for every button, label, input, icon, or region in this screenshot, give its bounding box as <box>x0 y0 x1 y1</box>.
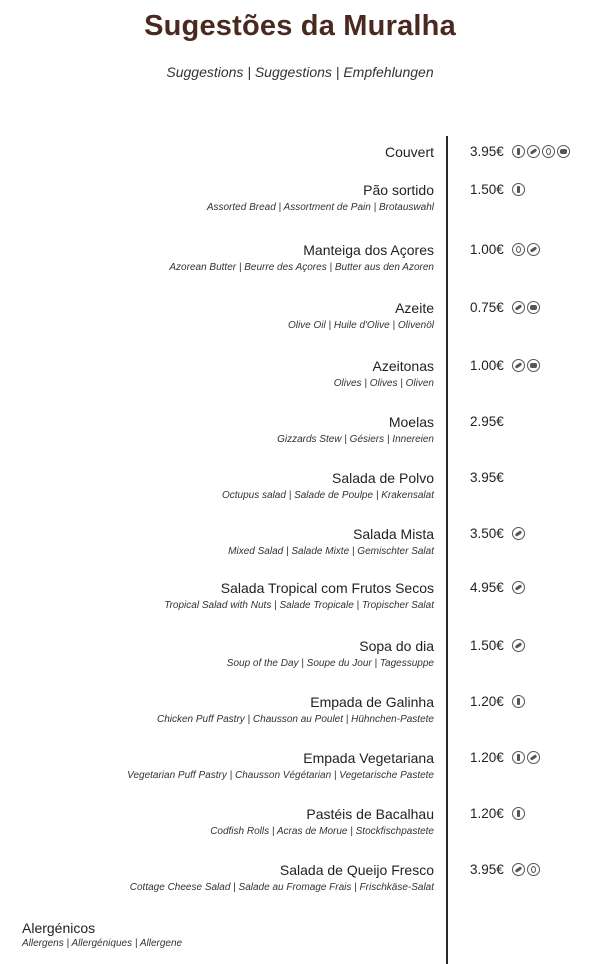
allergen-icons <box>512 359 542 377</box>
nuts-icon <box>557 145 570 158</box>
item-description: Gizzards Stew | Gésiers | Innereien <box>277 434 434 445</box>
page-subtitle: Suggestions | Suggestions | Empfehlungen <box>166 64 434 80</box>
item-price: 4.95€ <box>470 580 504 595</box>
item-description: Mixed Salad | Salade Mixte | Gemischter Salat <box>228 546 434 557</box>
item-price: 1.00€ <box>470 242 504 257</box>
allergen-icons <box>512 243 542 261</box>
item-price: 3.95€ <box>470 470 504 485</box>
item-price: 3.95€ <box>470 862 504 877</box>
item-price: 0.75€ <box>470 300 504 315</box>
egg-icon <box>512 243 525 256</box>
item-description: Olive Oil | Huile d'Olive | Olivenöl <box>287 320 434 331</box>
item-price: 1.50€ <box>470 638 504 653</box>
milk-icon <box>512 695 525 708</box>
item-name: Azeite <box>395 300 434 316</box>
item-description: Cottage Cheese Salad | Salade au Fromage Frais | Frischkäse-Salat <box>129 882 434 893</box>
item-name: Empada Vegetariana <box>303 750 434 766</box>
item-description: Assorted Bread | Assortment de Pain | Brotauswahl <box>206 202 434 213</box>
egg-icon <box>527 863 540 876</box>
item-name: Salada Mista <box>353 526 434 542</box>
item-price: 1.00€ <box>470 358 504 373</box>
menu-item <box>0 470 600 510</box>
item-description: Codfish Rolls | Acras de Morue | Stockfischpastete <box>210 826 434 837</box>
item-description: Tropical Salad with Nuts | Salade Tropicale | Tropischer Salat <box>164 600 434 611</box>
allergen-icons <box>512 145 572 163</box>
item-price: 1.20€ <box>470 750 504 765</box>
menu-item <box>0 862 600 902</box>
milk-icon <box>512 183 525 196</box>
allergen-icons <box>512 807 527 825</box>
item-name: Moelas <box>388 414 434 430</box>
egg-icon <box>542 145 555 158</box>
item-name: Salada Tropical com Frutos Secos <box>220 580 434 596</box>
menu-item <box>0 144 600 184</box>
allergen-icons <box>512 581 527 599</box>
item-name: Azeitonas <box>372 358 434 374</box>
item-name: Empada de Galinha <box>310 694 434 710</box>
item-description: Olives | Olives | Oliven <box>333 378 434 389</box>
allergen-icons <box>512 863 542 881</box>
item-name: Couvert <box>384 144 434 160</box>
allergens-subtitle: Allergens | Allergéniques | Allergene <box>22 938 183 949</box>
gluten-icon <box>527 243 540 256</box>
item-description: Octupus salad | Salade de Poulpe | Krakensalat <box>222 490 434 501</box>
menu-item <box>0 358 600 398</box>
allergens-legend <box>22 920 182 949</box>
item-price: 3.50€ <box>470 526 504 541</box>
allergen-icons <box>512 751 542 769</box>
menu-item <box>0 526 600 566</box>
menu-item <box>0 638 600 678</box>
gluten-icon <box>512 863 525 876</box>
allergen-icons <box>512 301 542 319</box>
item-price: 2.95€ <box>470 414 504 429</box>
allergens-heading: Alergénicos <box>22 920 96 936</box>
menu-item <box>0 182 600 222</box>
item-name: Manteiga dos Açores <box>303 242 434 258</box>
item-price: 3.95€ <box>470 144 504 159</box>
item-name: Pão sortido <box>363 182 434 198</box>
item-name: Pastéis de Bacalhau <box>306 806 434 822</box>
menu-item <box>0 300 600 340</box>
nuts-icon <box>527 359 540 372</box>
gluten-icon <box>512 639 525 652</box>
item-name: Sopa do dia <box>359 638 434 654</box>
milk-icon <box>512 145 525 158</box>
allergen-icons <box>512 639 527 657</box>
item-price: 1.20€ <box>470 806 504 821</box>
allergen-icons <box>512 695 527 713</box>
gluten-icon <box>512 301 525 314</box>
item-price: 1.20€ <box>470 694 504 709</box>
allergen-icons <box>512 183 527 201</box>
item-description: Chicken Puff Pastry | Chausson au Poulet | Hühnchen-Pastete <box>156 714 434 725</box>
item-description: Azorean Butter | Beurre des Açores | Butter aus den Azoren <box>169 262 434 273</box>
menu-item <box>0 806 600 846</box>
milk-icon <box>512 751 525 764</box>
gluten-icon <box>512 581 525 594</box>
page-title: Sugestões da Muralha <box>144 10 456 42</box>
gluten-icon <box>527 145 540 158</box>
item-name: Salada de Polvo <box>332 470 434 486</box>
menu-item <box>0 414 600 454</box>
menu-item <box>0 580 600 620</box>
item-name: Salada de Queijo Fresco <box>279 862 434 878</box>
gluten-icon <box>512 359 525 372</box>
menu-item <box>0 694 600 734</box>
nuts-icon <box>527 301 540 314</box>
milk-icon <box>512 807 525 820</box>
item-description: Vegetarian Puff Pastry | Chausson Végétarian | Vegetarische Pastete <box>127 770 434 781</box>
allergen-icons <box>512 527 527 545</box>
gluten-icon <box>527 751 540 764</box>
item-price: 1.50€ <box>470 182 504 197</box>
menu-item <box>0 242 600 282</box>
gluten-icon <box>512 527 525 540</box>
menu-item <box>0 750 600 790</box>
item-description: Soup of the Day | Soupe du Jour | Tagessuppe <box>226 658 434 669</box>
